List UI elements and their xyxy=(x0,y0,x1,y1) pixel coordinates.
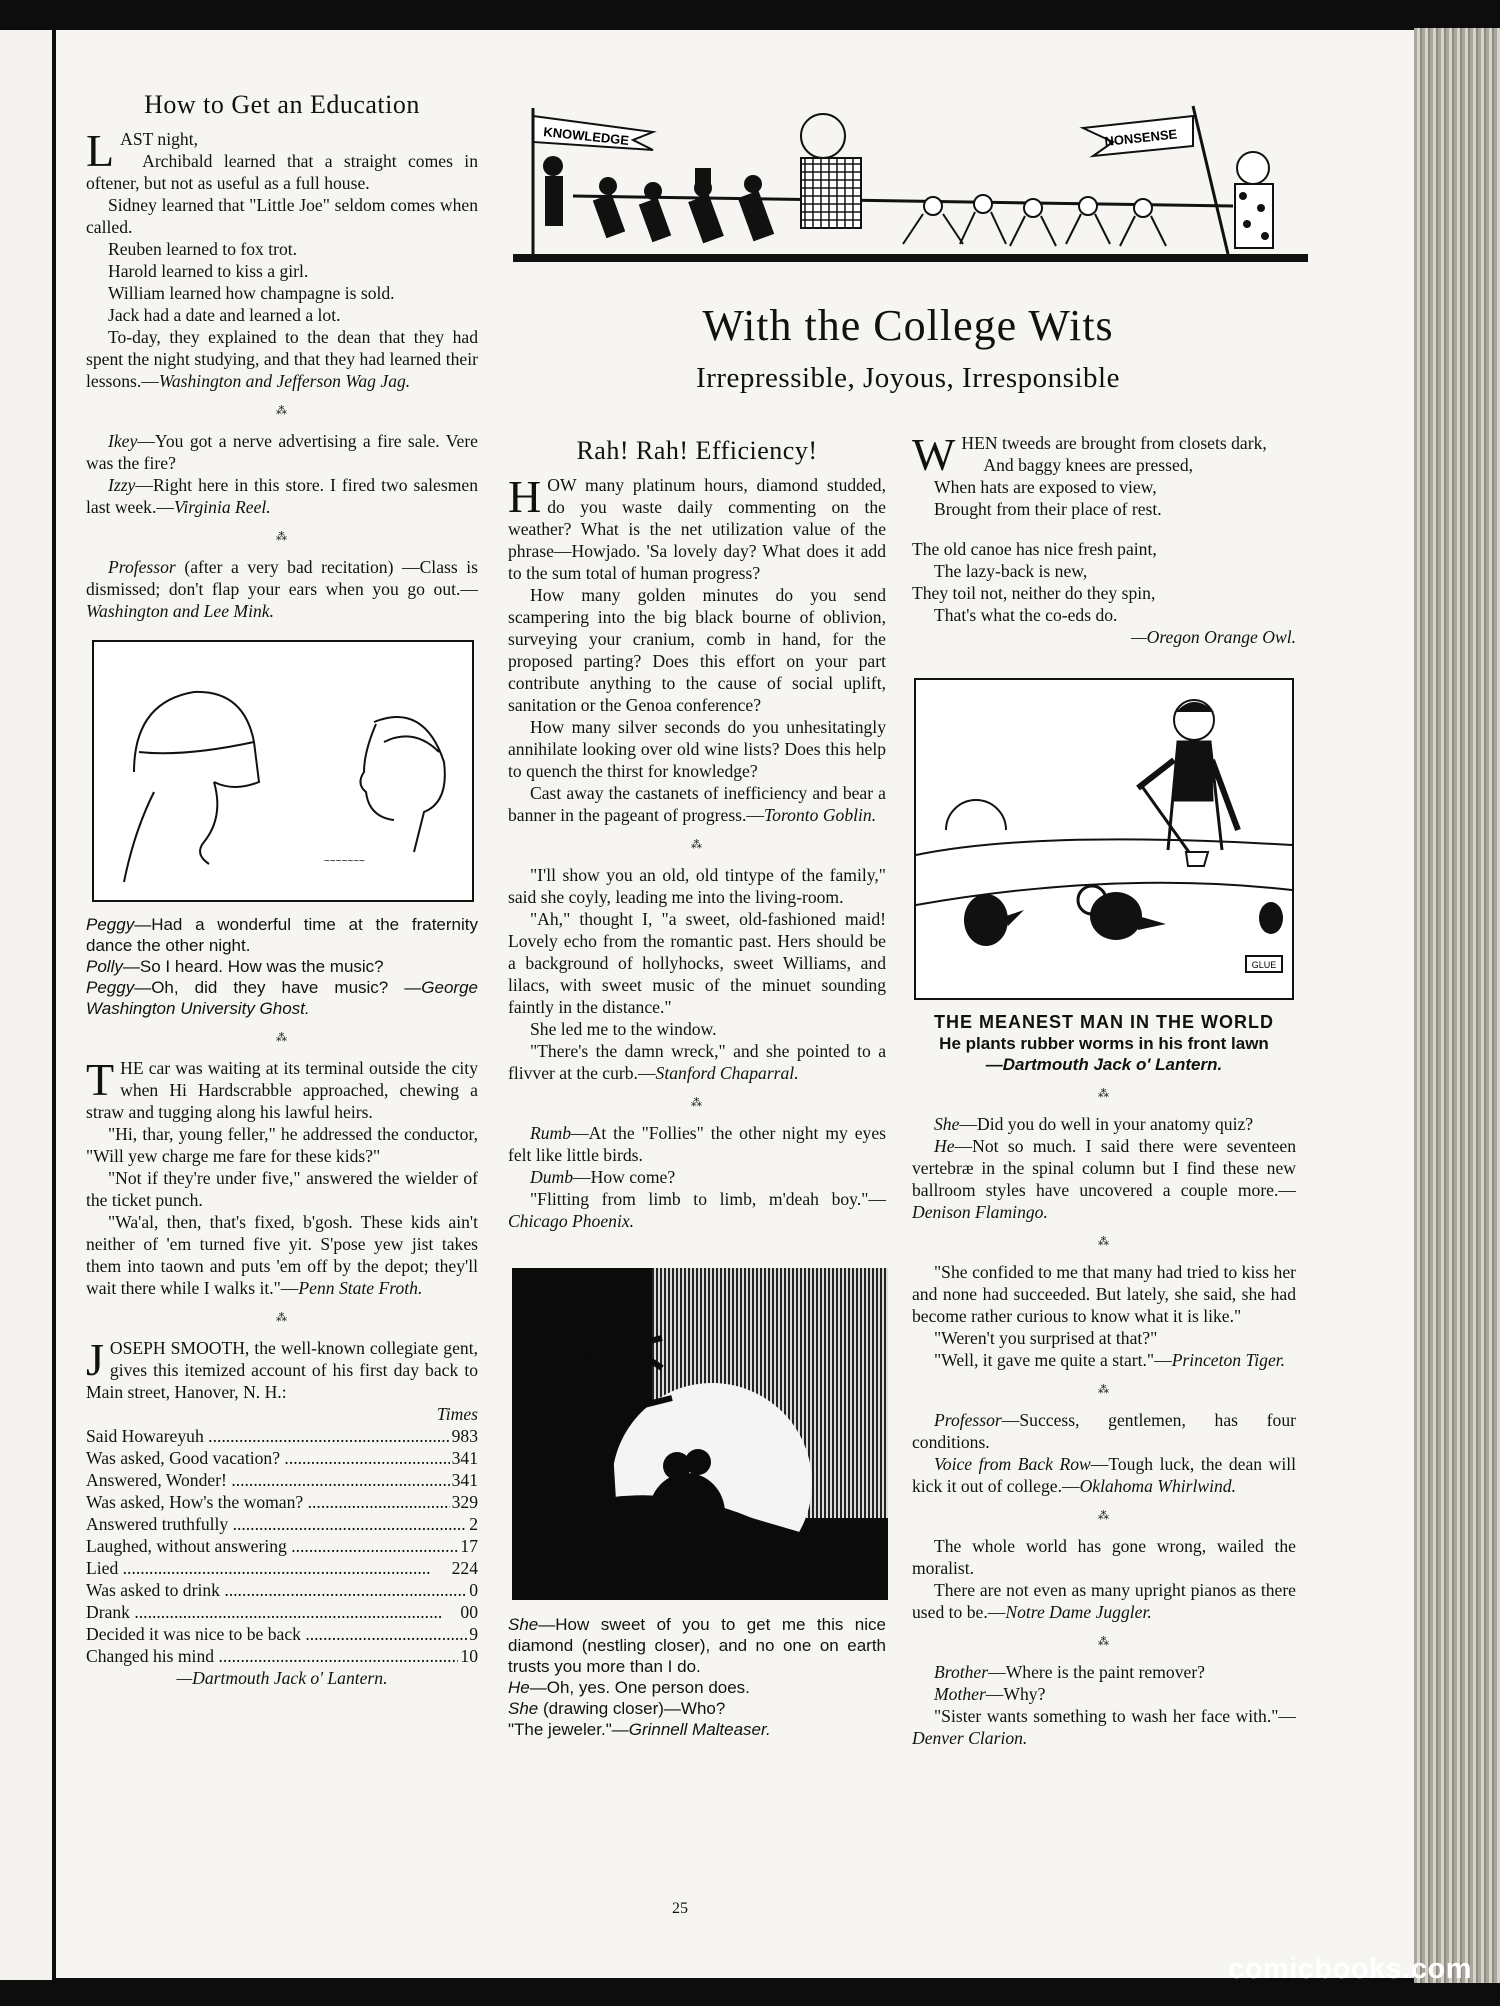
row-label: Was asked, Good vacation? ..... xyxy=(86,1447,450,1469)
poem-line: HEN tweeds are brought from closets dark, xyxy=(961,433,1267,453)
joke-text: "Sister wants something to wash her face with."— xyxy=(934,1706,1296,1726)
row-value: 341 xyxy=(451,1470,478,1490)
section-divider: ⁂ xyxy=(276,1312,288,1324)
section-divider: ⁂ xyxy=(276,1032,288,1044)
drop-cap: J xyxy=(86,1334,104,1385)
row-label: Answered truthfully ..... xyxy=(86,1513,467,1535)
poem-line: The old canoe has nice fresh paint, xyxy=(912,539,1157,559)
previous-page-edge xyxy=(0,30,52,1980)
joke-text: "There's the damn wreck," and she pointed to a flivver at the curb.— xyxy=(508,1041,886,1083)
column-right xyxy=(912,429,1296,1749)
speaker: Izzy xyxy=(108,475,136,495)
source-credit: —Oregon Orange Owl. xyxy=(1130,627,1296,647)
source-credit: George Washington University Ghost. xyxy=(86,978,478,1018)
education-line: To-day, they explained to the dean that they had spent the night studying, and that they had learned their lessons.— xyxy=(86,327,478,391)
poem-line: When hats are exposed to view, xyxy=(934,477,1157,497)
row-label: Said Howareyuh ..... xyxy=(86,1425,450,1447)
source-credit: Oklahoma Whirlwind. xyxy=(1079,1476,1236,1496)
page-title: With the College Wits xyxy=(702,301,1114,350)
row-label: Was asked to drink ..... xyxy=(86,1579,467,1601)
source-credit: Chicago Phoenix. xyxy=(508,1211,635,1231)
section-divider: ⁂ xyxy=(1098,1236,1110,1248)
joke-text: She led me to the window. xyxy=(530,1019,717,1039)
joke-text: The whole world has gone wrong, wailed the moralist. xyxy=(912,1536,1296,1578)
table-row xyxy=(86,1579,478,1601)
source-credit: Princeton Tiger. xyxy=(1171,1350,1286,1370)
section-divider: ⁂ xyxy=(1098,1510,1110,1522)
joke-text: —How sweet of you to get me this nice diamond (nestling closer), and no one on earth trusts you more than I do. xyxy=(508,1615,886,1676)
joke-text: (drawing closer)—Who? xyxy=(538,1699,726,1718)
joke-text: —Did you do well in your anatomy quiz? xyxy=(959,1114,1254,1134)
moonlight-couple-silhouette xyxy=(512,1268,888,1600)
section-divider: ⁂ xyxy=(276,405,288,417)
education-line: William learned how champagne is sold. xyxy=(108,283,395,303)
section-divider: ⁂ xyxy=(276,531,288,543)
speaker: Professor xyxy=(108,557,176,577)
source-credit: Stanford Chaparral. xyxy=(655,1063,799,1083)
row-value: 983 xyxy=(451,1426,478,1446)
row-value: 9 xyxy=(469,1624,478,1644)
knowledge-banner-text: KNOWLEDGE xyxy=(542,124,630,148)
drop-cap: H xyxy=(508,471,542,522)
table-row xyxy=(86,1645,478,1667)
joke-text: "Well, it gave me quite a start."— xyxy=(934,1350,1172,1370)
source-credit: Denison Flamingo. xyxy=(912,1202,1048,1222)
section-divider: ⁂ xyxy=(1098,1384,1110,1396)
row-value: 17 xyxy=(460,1536,478,1556)
row-label: Changed his mind ..... xyxy=(86,1645,458,1667)
speaker: She xyxy=(934,1114,960,1134)
joke-text: OW many platinum hours, diamond studded, do you waste daily commenting on the weather? What is the net utilization value of the phrase—Howjado. 'Sa lovely day? What does it add to the sum total of human progress? xyxy=(508,475,886,583)
joke-text: —So I heard. How was the music? xyxy=(122,957,384,976)
poem-line: They toil not, neither do they spin, xyxy=(912,583,1156,603)
cartoon-caption-text: He plants rubber worms in his front lawn xyxy=(939,1034,1269,1053)
source-credit: Penn State Froth. xyxy=(298,1278,423,1298)
page-number: 25 xyxy=(672,1900,688,1917)
column-middle xyxy=(508,432,886,1740)
row-label: Lied ..... xyxy=(86,1557,450,1579)
speaker: Brother xyxy=(934,1662,989,1682)
joke-text: How many silver seconds do you unhesitatingly annihilate looking over old wine lists? Does this help to quench the thirst for knowledge? xyxy=(508,717,886,781)
education-line: Harold learned to kiss a girl. xyxy=(108,261,309,281)
education-heading: How to Get an Education xyxy=(144,90,420,119)
joke-text: OSEPH SMOOTH, the well-known collegiate gent, gives this itemized account of his first day back to Main street, Hanover, N. H.: xyxy=(86,1338,478,1402)
speaker: She xyxy=(508,1699,539,1718)
table-row xyxy=(86,1535,478,1557)
education-line: Jack had a date and learned a lot. xyxy=(108,305,341,325)
joke-text: —Oh, did they have music? — xyxy=(134,978,422,997)
speaker: Professor xyxy=(934,1410,1002,1430)
joke-text: (after a very bad recitation) —Class is dismissed; don't flap your ears when you go out.— xyxy=(86,557,478,599)
row-label: Was asked, How's the woman? ..... xyxy=(86,1491,450,1513)
row-label: Drank ..... xyxy=(86,1601,458,1623)
glue-label: GLUE xyxy=(1251,960,1277,970)
joke-text: —Why? xyxy=(985,1684,1046,1704)
row-value: 329 xyxy=(451,1492,478,1512)
joke-text: There are not even as many upright pianos as there used to be.— xyxy=(912,1580,1296,1622)
svg-text:~~~~~~~: ~~~~~~~ xyxy=(324,856,365,867)
drop-cap: T xyxy=(86,1054,115,1105)
table-row xyxy=(86,1601,478,1623)
section-divider: ⁂ xyxy=(691,1097,703,1109)
speaker: He xyxy=(508,1678,530,1697)
table-row xyxy=(86,1513,478,1535)
table-row xyxy=(86,1557,478,1579)
joke-text: —You got a nerve advertising a fire sale. Vere was the fire? xyxy=(86,431,478,473)
tally-table xyxy=(86,1425,478,1667)
joke-text: "Not if they're under five," answered the wielder of the ticket punch. xyxy=(86,1168,478,1210)
watermark: comicbooks.com xyxy=(1228,1953,1472,1985)
source-credit: —Dartmouth Jack o' Lantern. xyxy=(176,1668,388,1688)
source-credit: Grinnell Malteaser. xyxy=(628,1720,771,1739)
row-value: 10 xyxy=(460,1646,478,1666)
source-credit: Notre Dame Juggler. xyxy=(1005,1602,1152,1622)
speaker: Dumb xyxy=(530,1167,574,1187)
peggy-polly-sketch xyxy=(92,640,474,902)
row-value: 2 xyxy=(469,1514,478,1534)
speaker: He xyxy=(934,1136,955,1156)
column-left xyxy=(86,86,478,1689)
speaker: Mother xyxy=(934,1684,986,1704)
section-divider: ⁂ xyxy=(691,839,703,851)
joke-text: —Right here in this store. I fired two salesmen last week.— xyxy=(86,475,478,517)
joke-text: "Hi, thar, young feller," he addressed the conductor, "Will yew charge me fare for these kids?" xyxy=(86,1124,478,1166)
joke-text: —Success, gentlemen, has four conditions. xyxy=(912,1410,1296,1452)
table-row xyxy=(86,1491,478,1513)
education-line: Archibald learned that a straight comes in oftener, but not as useful as a full house. xyxy=(86,151,478,193)
source-credit: Washington and Lee Mink. xyxy=(86,601,274,621)
cartoon-caption-title: THE MEANEST MAN IN THE WORLD xyxy=(934,1012,1274,1032)
drop-cap: L xyxy=(86,125,115,176)
table-row xyxy=(86,1447,478,1469)
source-credit: Virginia Reel. xyxy=(173,497,271,517)
row-label: Answered, Wonder! ..... xyxy=(86,1469,450,1491)
poem-line: Brought from their place of rest. xyxy=(934,499,1162,519)
speaker: Rumb xyxy=(530,1123,572,1143)
joke-text: "The jeweler."— xyxy=(508,1720,629,1739)
education-text: AST night, xyxy=(120,129,198,149)
joke-text: Cast away the castanets of inefficiency and bear a banner in the pageant of progress.— xyxy=(508,783,886,825)
tug-of-war-illustration xyxy=(513,96,1308,268)
joke-text: —Had a wonderful time at the fraternity dance the other night. xyxy=(86,915,478,955)
poem-line: The lazy-back is new, xyxy=(934,561,1088,581)
speaker: Peggy xyxy=(86,978,135,997)
nonsense-banner-text: NONSENSE xyxy=(1103,126,1178,149)
education-line: Reuben learned to fox trot. xyxy=(108,239,298,259)
table-row xyxy=(86,1425,478,1447)
book-page-edges xyxy=(1414,28,1500,1983)
row-value: 0 xyxy=(469,1580,478,1600)
joke-text: "I'll show you an old, old tintype of the family," said she coyly, leading me into the living-room. xyxy=(508,865,886,907)
speaker: Voice from Back Row xyxy=(934,1454,1091,1474)
joke-text: "Weren't you surprised at that?" xyxy=(934,1328,1158,1348)
row-label: Decided it was nice to be back ..... xyxy=(86,1623,467,1645)
joke-text: "She confided to me that many had tried to kiss her and none had succeeded. But lately, she said, she had become rather curious to know what it is like." xyxy=(912,1262,1296,1326)
source-credit: Toronto Goblin. xyxy=(764,805,877,825)
joke-text: —At the "Follies" the other night my eyes felt like little birds. xyxy=(508,1123,886,1165)
source-credit: —Dartmouth Jack o' Lantern. xyxy=(985,1055,1223,1074)
row-value: 341 xyxy=(451,1448,478,1468)
poem-line: And baggy knees are pressed, xyxy=(983,455,1194,475)
joke-text: —How come? xyxy=(573,1167,676,1187)
page-subtitle: Irrepressible, Joyous, Irresponsible xyxy=(696,362,1120,394)
row-value: 00 xyxy=(460,1602,478,1622)
joke-text: —Oh, yes. One person does. xyxy=(529,1678,750,1697)
speaker: She xyxy=(508,1615,539,1634)
speaker: Ikey xyxy=(108,431,138,451)
joke-text: "Ah," thought I, "a sweet, old-fashioned maid! Lovely echo from the romantic past. Hers should be a background of hollyhocks, sweet Williams, and lilacs, with sweet music of the minuet sounding faintly in the distance." xyxy=(508,909,886,1017)
section-divider: ⁂ xyxy=(1098,1636,1110,1648)
joke-text: —Where is the paint remover? xyxy=(988,1662,1205,1682)
row-label: Laughed, without answering ..... xyxy=(86,1535,458,1557)
source-credit: Washington and Jefferson Wag Jag. xyxy=(158,371,411,391)
speaker: Polly xyxy=(86,957,123,976)
poem-line: That's what the co-eds do. xyxy=(934,605,1118,625)
drop-cap: W xyxy=(912,429,956,480)
times-header: Times xyxy=(436,1404,478,1424)
joke-text: How many golden minutes do you send scampering into the big black bourne of oblivion, surveying your cranium, comb in hand, for the proposed parting? Does this effort on your part contribute anything to the cause of social uplift, sanitation or the Genoa conference? xyxy=(508,585,886,715)
joke-text: —Not so much. I said there were seventeen vertebræ in the spinal column but I find these new ballroom styles have uncovered a couple more.— xyxy=(912,1136,1296,1200)
source-credit: Denver Clarion. xyxy=(912,1728,1028,1748)
speaker: Peggy xyxy=(86,915,135,934)
joke-text: HE car was waiting at its terminal outside the city when Hi Hardscrabble approached, chewing a straw and tugging along his lawful heirs. xyxy=(86,1058,478,1122)
efficiency-heading: Rah! Rah! Efficiency! xyxy=(576,436,818,465)
education-line: Sidney learned that "Little Joe" seldom comes when called. xyxy=(86,195,478,237)
joke-text: "Flitting from limb to limb, m'deah boy."— xyxy=(530,1189,886,1209)
joke-text: "Wa'al, then, that's fixed, b'gosh. These kids ain't neither of 'em turned five yit. S'pose yew jist takes them into taown and puts 'em off by the depot; they'll wait there while I walks it."— xyxy=(86,1212,478,1298)
table-row xyxy=(86,1623,478,1645)
meanest-man-cartoon xyxy=(914,678,1294,1000)
table-row xyxy=(86,1469,478,1491)
section-divider: ⁂ xyxy=(1098,1088,1110,1100)
row-value: 224 xyxy=(451,1558,478,1578)
joke-text: —Tough luck, the dean will kick it out of college.— xyxy=(912,1454,1296,1496)
